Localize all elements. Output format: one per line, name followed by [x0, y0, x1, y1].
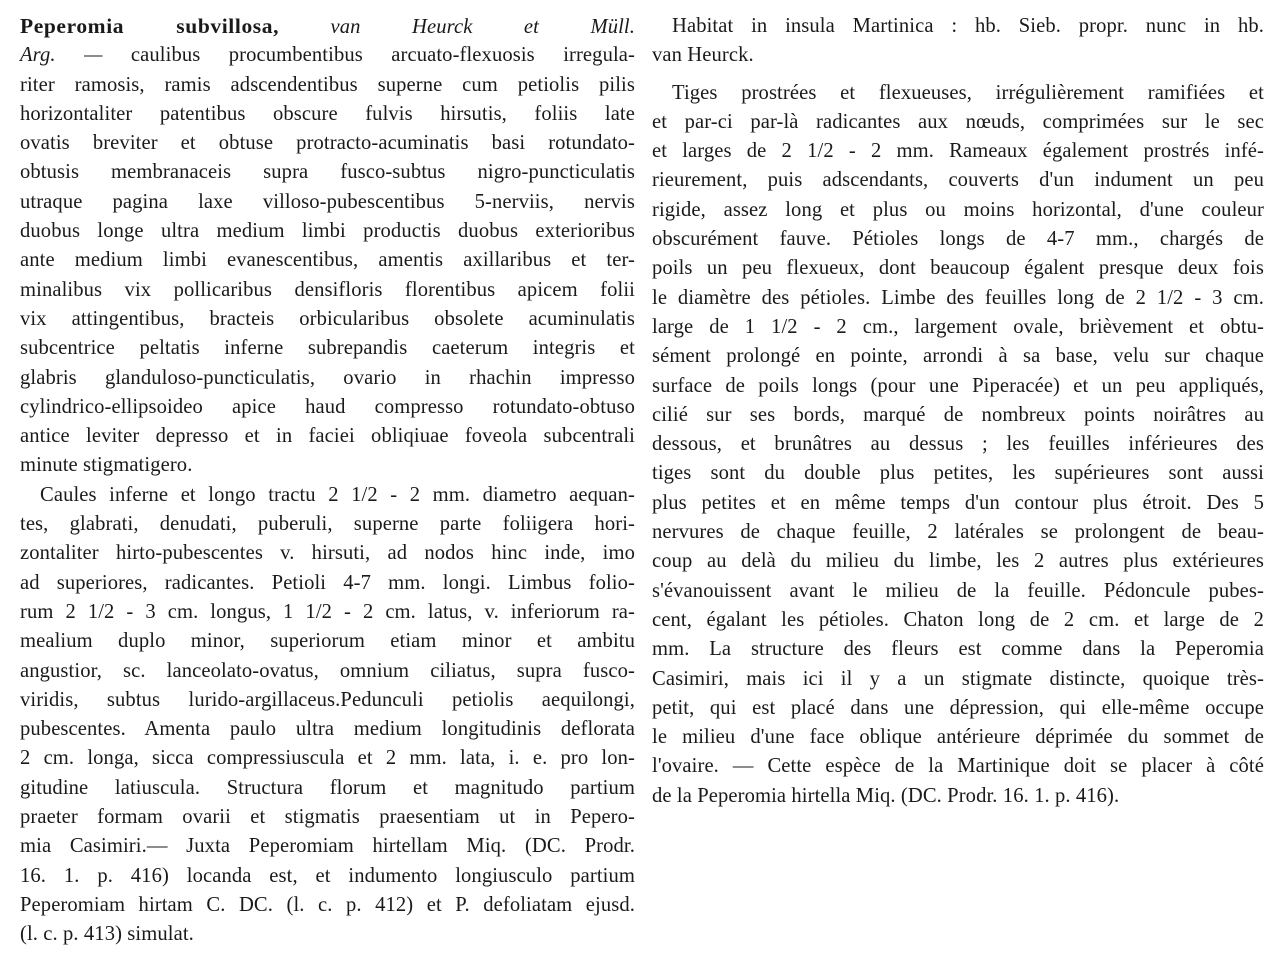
species-name: Peperomia subvillosa, [20, 14, 280, 38]
french-description [652, 79, 1264, 811]
french-line: l'ovaire. — Cette espèce de la Martinique doit se placer à côté [652, 755, 1264, 778]
para2-line: mealium duplo minor, superiorum etiam minor et ambitu [20, 630, 635, 653]
para2-line: angustior, sc. lanceolato-ovatus, omnium ciliatus, supra fusco- [20, 659, 635, 682]
french-line: s'évanouissent avant le milieu de la feuille. Pédoncule pubes- [652, 579, 1264, 602]
para1-line: minute stigmatigero. [20, 454, 193, 477]
para1-line: obtusis membranaceis supra fusco-subtus nigro-puncticulatis [20, 161, 635, 184]
heading-line [20, 12, 635, 41]
french-line: rieurement, puis adscendants, couverts d'un indument un peu [652, 169, 1264, 192]
french-line: de la Peperomia hirtella Miq. (DC. Prodr. 16. 1. p. 416). [652, 784, 1120, 807]
para2-line: Peperomiam hirtam C. DC. (l. c. p. 412) et P. defoliatam ejusd. [20, 893, 635, 916]
french-line: dessous, et brunâtres au dessus ; les feuilles inférieures des [652, 433, 1264, 456]
french-line: tiges sont du double plus petites, les supérieures sont aussi [652, 462, 1264, 485]
para2-line: mia Casimiri.— Juxta Peperomiam hirtellam Miq. (DC. Prodr. [20, 835, 635, 858]
french-line: Tiges prostrées et flexueuses, irrégulièrement ramifiées et [672, 81, 1264, 104]
para2-line: 16. 1. p. 416) locanda est, et indumento longiusculo partium [20, 864, 635, 887]
french-line: sément prolongé en pointe, arrondi à sa base, velu sur chaque [652, 345, 1264, 368]
para1-line: glabris glanduloso-puncticulatis, ovario in rhachin impresso [20, 366, 635, 389]
para1-line-text: caulibus procumbentibus arcuato-flexuosis irregula- [130, 44, 635, 67]
para2-line: praeter formam ovarii et stigmatis praesentiam ut in Pepero- [20, 806, 635, 829]
french-line: cent, égalant les pétioles. Chaton long de 2 cm. et large de 2 [652, 608, 1264, 631]
para1-line: utraque pagina laxe villoso-pubescentibus 5-nerviis, nervis [20, 190, 635, 213]
french-line: large de 1 1/2 - 2 cm., largement ovale, brièvement et obtu- [652, 315, 1264, 338]
french-line: rigide, assez long et plus ou moins horizontal, d'une couleur [652, 198, 1264, 221]
french-line: le diamètre des pétioles. Limbe des feuilles long de 2 1/2 - 3 cm. [652, 286, 1264, 309]
french-line: poils un peu flexueux, dont beaucoup égalent presque deux fois [652, 257, 1264, 280]
habitat-line: Habitat in insula Martinica : hb. Sieb. propr. nunc in hb. [672, 15, 1264, 37]
para1-line: riter ramosis, ramis adscendentibus superne cum petiolis pilis [20, 73, 635, 96]
para1-line: horizontaliter patentibus obscure fulvis hirsutis, foliis late [20, 102, 635, 125]
para1-line: antice leviter depresso et in faciei obliqiuae foveola subcentrali [20, 425, 635, 448]
para2-line: viridis, subtus lurido-argillaceus.Pedunculi petiolis aequilongi, [20, 688, 635, 711]
para1-line: vix attingentibus, bracteis orbicularibus obsolete acuminulatis [20, 307, 635, 330]
french-line: le milieu d'une face oblique antérieure déprimée du sommet de [652, 726, 1264, 749]
para1-line: duobus longe ultra medium limbi productis duobus exterioribus [20, 220, 635, 243]
french-line: et par-ci par-là radicantes aux nœuds, comprimées sur le sec [652, 110, 1264, 133]
left-column [20, 12, 635, 950]
para2-line: tes, glabrati, denudati, puberuli, superne parte foliigera hori- [20, 513, 635, 536]
french-line: mm. La structure des fleurs est comme dans la Peperomia [652, 638, 1264, 661]
habitat-line: van Heurck. [652, 44, 754, 67]
french-line: obscurément fauve. Pétioles longs de 4-7 mm., chargés de [652, 228, 1264, 251]
species-authors: van Heurck et Müll. [279, 16, 635, 38]
french-line: surface de poils longs (pour une Piperacée) et un peu appliqués, [652, 374, 1264, 397]
french-line: et larges de 2 1/2 - 2 mm. Rameaux également prostrés infé- [652, 140, 1264, 163]
para1-line: subcentrice peltatis inferne subrepandis caeterum integris et [20, 337, 635, 360]
para1-line [20, 41, 635, 70]
para1-line: minalibus vix pollicaribus densifloris florentibus apicem folii [20, 278, 635, 301]
para2-line: pubescentes. Amenta paulo ultra medium longitudinis deflorata [20, 718, 635, 741]
french-line: coup au delà du milieu du limbe, les 2 autres plus extérieures [652, 550, 1264, 573]
para2-line: zontaliter hirto-pubescentes v. hirsuti, ad nodos hinc inde, imo [20, 542, 635, 565]
french-line: plus petites et en même temps d'un contour plus étroit. Des 5 [652, 491, 1264, 514]
para2-line: 2 cm. longa, sicca compressiuscula et 2 mm. lata, i. e. pro lon- [20, 747, 635, 770]
para2-line: (l. c. p. 413) simulat. [20, 923, 194, 946]
para2-line: rum 2 1/2 - 3 cm. longus, 1 1/2 - 2 cm. latus, v. inferiorum ra- [20, 600, 635, 623]
french-line: nervures de chaque feuille, 2 latérales se prolongent de beau- [652, 521, 1264, 544]
para1-line: ovatis breviter et obtuse protracto-acuminatis basi rotundato- [20, 132, 635, 155]
french-line: cilié sur ses bords, marqué de nombreux points noirâtres au [652, 403, 1264, 426]
para2-line: ad superiores, radicantes. Petioli 4-7 mm. longi. Limbus folio- [20, 571, 635, 594]
authority-abbrev: Arg. — [20, 44, 131, 67]
french-line: petit, qui est placé dans une dépression, qui elle-même occupe [652, 696, 1264, 719]
para2-line: gitudine latiuscula. Structura florum et magnitudo partium [20, 776, 635, 799]
para2-line: Caules inferne et longo tractu 2 1/2 - 2 mm. diametro aequan- [40, 483, 635, 506]
para1-line: cylindrico-ellipsoideo apice haud compresso rotundato-obtuso [20, 395, 635, 418]
french-line: Casimiri, mais ici il y a un stigmate distincte, quoique très- [652, 667, 1264, 690]
para1-line: ante medium limbi evanescentibus, amentis axillaribus et ter- [20, 249, 635, 272]
right-column [652, 12, 1264, 811]
